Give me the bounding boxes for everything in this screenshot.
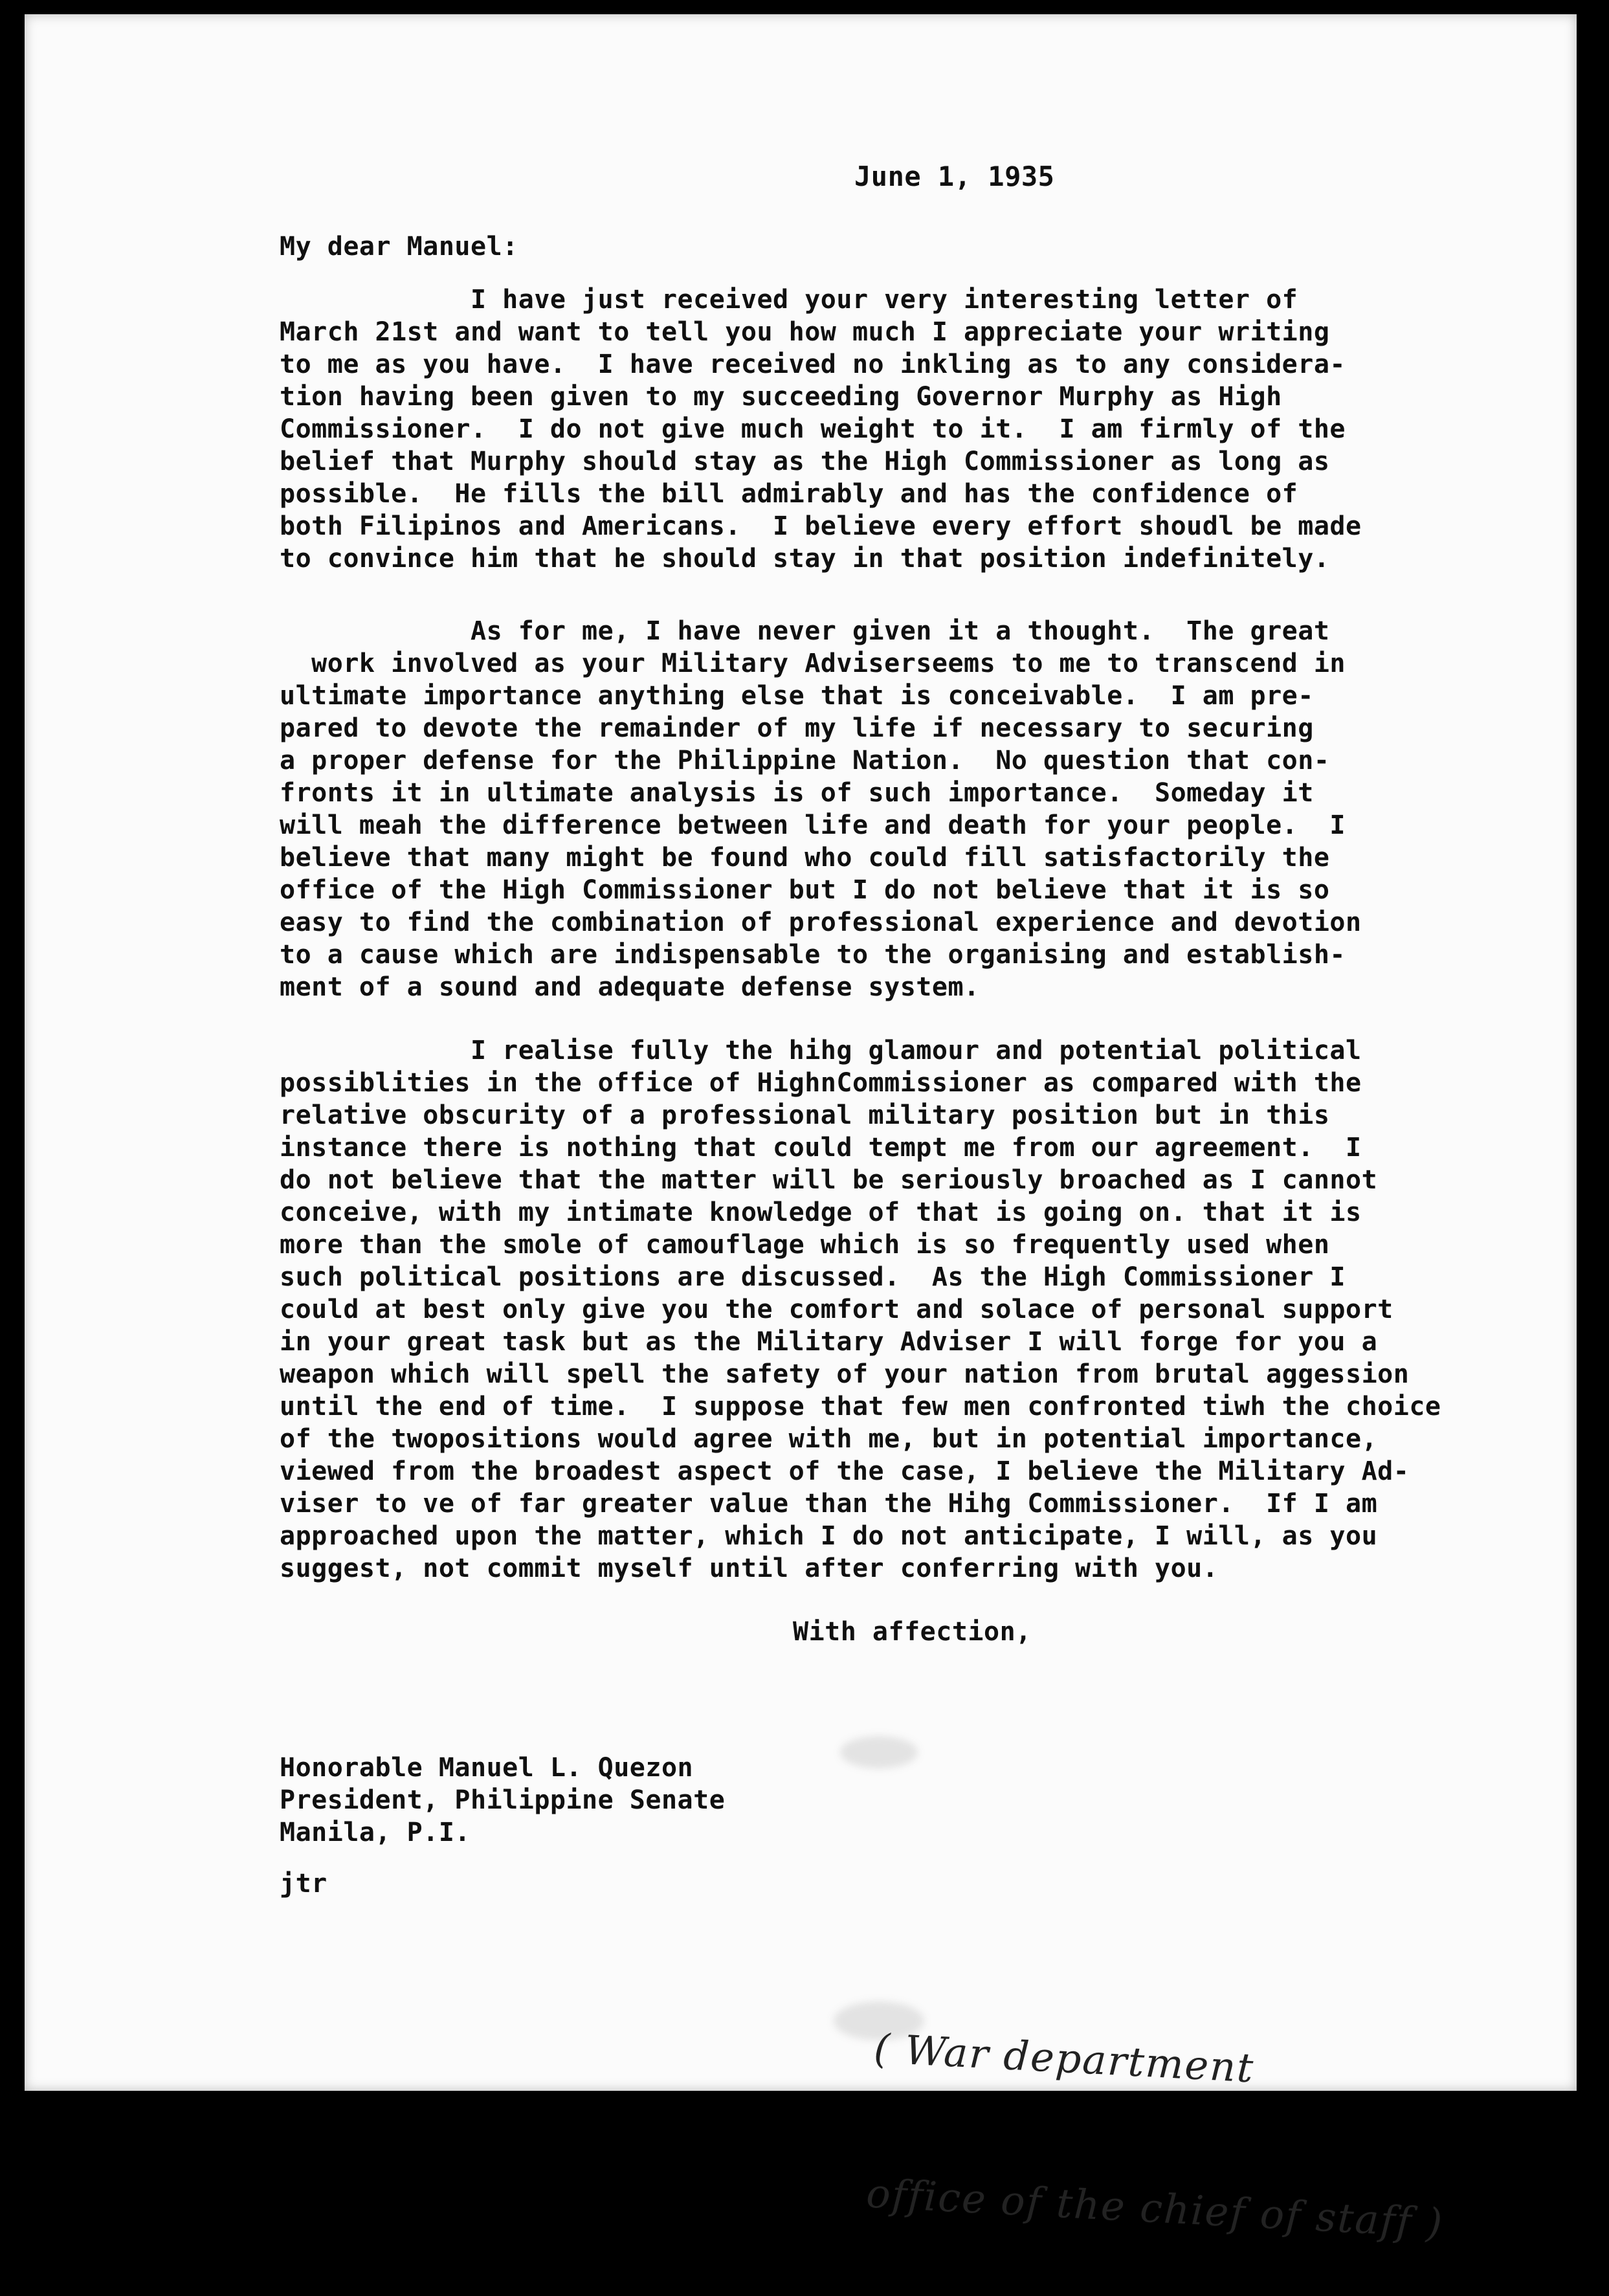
address-line: President, Philippine Senate xyxy=(280,1785,726,1815)
text-line: viewed from the broadest aspect of the case, I believe the Military Ad- xyxy=(280,1456,1410,1486)
text-line: work involved as your Military Adviserseems to me to transcend in xyxy=(280,649,1346,678)
text-line: ultimate importance anything else that is conceivable. I am pre- xyxy=(280,681,1314,711)
handwritten-line: office of the chief of staff ) xyxy=(865,2169,1445,2247)
text-line: Commissioner. I do not give much weight to it. I am firmly of the xyxy=(280,414,1346,444)
text-line: could at best only give you the comfort and solace of personal support xyxy=(280,1295,1393,1324)
text-line: tion having been given to my succeeding Governor Murphy as High xyxy=(280,382,1282,412)
text-line: conceive, with my intimate knowledge of that is going on. that it is xyxy=(280,1198,1362,1227)
text-line: I have just received your very interesting letter of xyxy=(280,285,1298,315)
text-line: a proper defense for the Philippine Nation. No question that con- xyxy=(280,746,1330,775)
text-line: suggest, not commit myself until after conferring with you. xyxy=(280,1554,1219,1583)
text-line: will meah the difference between life and death for your people. I xyxy=(280,810,1346,840)
text-line: both Filipinos and Americans. I believe every effort shoudl be made xyxy=(280,511,1362,541)
text-line: possible. He fills the bill admirably and has the confidence of xyxy=(280,479,1298,509)
salutation: My dear Manuel: xyxy=(280,232,518,262)
text-line: instance there is nothing that could tempt me from our agreement. I xyxy=(280,1133,1362,1163)
text-line: in your great task but as the Military Adviser I will forge for you a xyxy=(280,1327,1378,1357)
text-line: weapon which will spell the safety of your nation from brutal aggession xyxy=(280,1359,1410,1389)
text-line: viser to ve of far greater value than the Hihg Commissioner. If I am xyxy=(280,1489,1378,1519)
text-line: such political positions are discussed. As the High Commissioner I xyxy=(280,1262,1346,1292)
text-line: do not believe that the matter will be seriously broached as I cannot xyxy=(280,1165,1378,1195)
paragraph-1 xyxy=(280,285,1362,583)
text-line: to me as you have. I have received no inkling as to any considera- xyxy=(280,350,1346,379)
text-line: relative obscurity of a professional military position but in this xyxy=(280,1100,1330,1130)
text-line: ment of a sound and adequate defense system. xyxy=(280,972,980,1002)
text-line: approached upon the matter, which I do not anticipate, I will, as you xyxy=(280,1521,1378,1551)
address-line: Manila, P.I. xyxy=(280,1818,471,1847)
paragraph-2 xyxy=(280,616,1362,1003)
text-line: I realise fully the hihg glamour and potential political xyxy=(280,1036,1362,1065)
text-line: until the end of time. I suppose that few men confronted tiwh the choice xyxy=(280,1392,1441,1421)
paragraph-3 xyxy=(280,1036,1441,1583)
recipient-address xyxy=(280,1753,726,1872)
text-line: fronts it in ultimate analysis is of such importance. Someday it xyxy=(280,778,1314,808)
text-line: more than the smole of camouflage which is so frequently used when xyxy=(280,1230,1330,1260)
text-line: easy to find the combination of professional experience and devotion xyxy=(280,908,1362,937)
text-line: possiblities in the office of HighnCommissioner as compared with the xyxy=(280,1068,1362,1098)
text-line: believe that many might be found who could fill satisfactorily the xyxy=(280,843,1330,873)
text-line: to a cause which are indispensable to the organising and establish- xyxy=(280,940,1346,970)
closing: With affection, xyxy=(793,1617,1032,1647)
text-line: of the twopositions would agree with me, but in potential importance, xyxy=(280,1424,1378,1454)
text-line: office of the High Commissioner but I do not believe that it is so xyxy=(280,875,1330,905)
text-line: belief that Murphy should stay as the High Commissioner as long as xyxy=(280,447,1330,476)
text-line: As for me, I have never given it a thought. The great xyxy=(280,616,1330,646)
handwritten-note xyxy=(863,1929,1458,2296)
paper-smudge xyxy=(840,1736,918,1768)
address-line: Honorable Manuel L. Quezon xyxy=(280,1753,694,1783)
text-line: to convince him that he should stay in that position indefinitely. xyxy=(280,544,1330,574)
letter-date: June 1, 1935 xyxy=(854,161,1055,192)
typist-initials: jtr xyxy=(280,1869,327,1899)
handwritten-line: ( War department xyxy=(872,2024,1256,2092)
text-line: pared to devote the remainder of my life if necessary to securing xyxy=(280,713,1314,743)
text-line: March 21st and want to tell you how much I appreciate your writing xyxy=(280,317,1330,347)
